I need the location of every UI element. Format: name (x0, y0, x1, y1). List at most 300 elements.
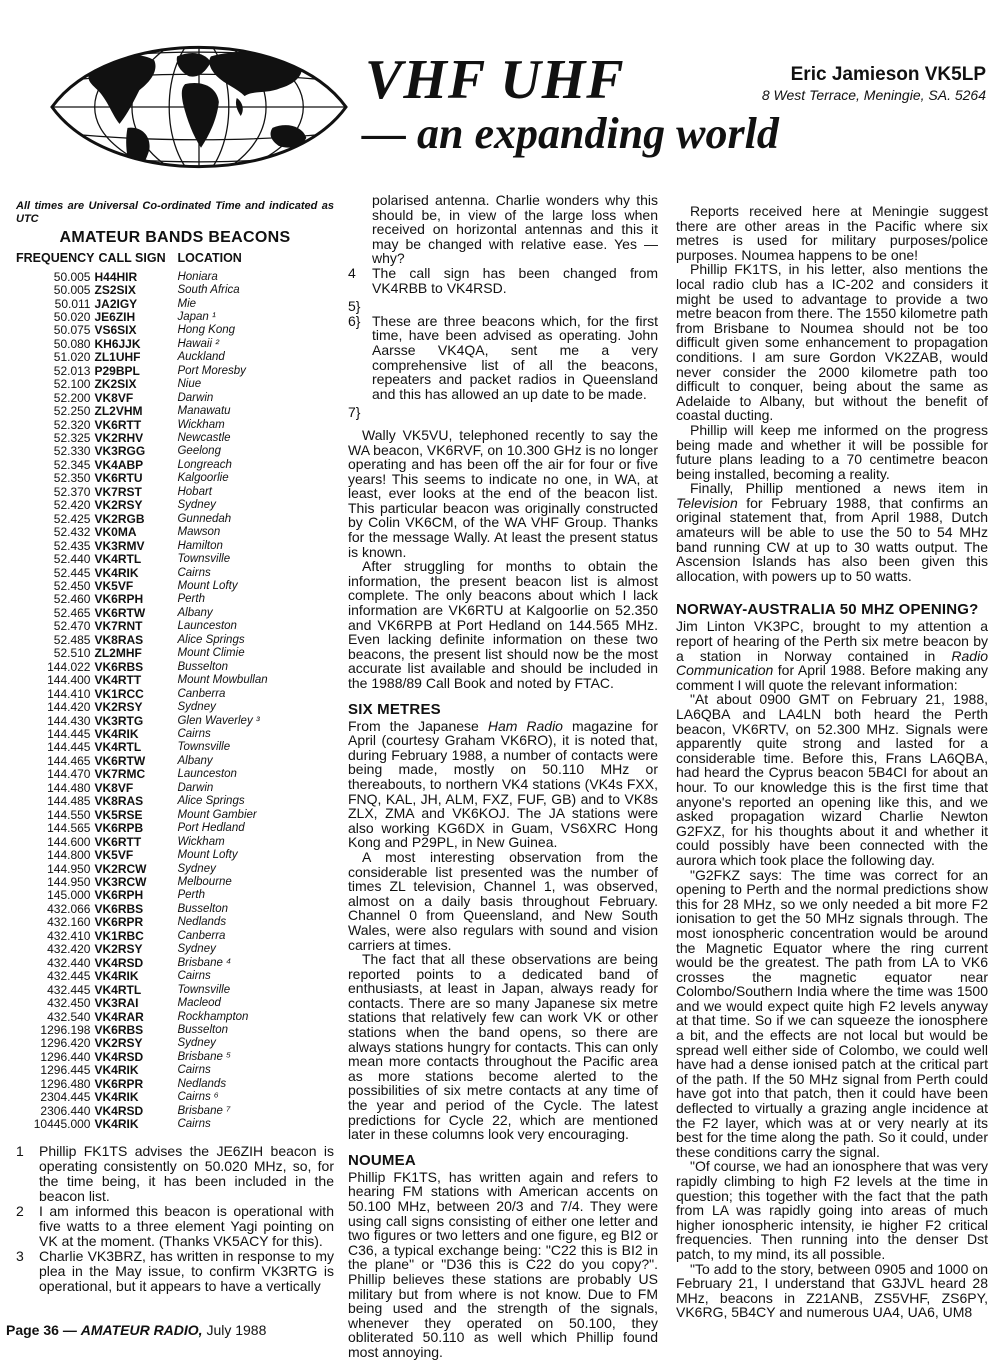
beacon-frequency: 52.200 (53, 390, 91, 405)
beacon-call-sign: VK4RTL (94, 982, 142, 997)
beacon-frequency: 52.370 (53, 484, 91, 499)
column-subtitle: — an expanding world (362, 109, 779, 158)
beacon-frequency: 52.325 (53, 431, 91, 446)
paragraph: "At about 0900 GMT on February 21, 1988, LA6QBA and LA4LN both heard the Perth beacon, VK6RTV, on 52.300 MHz. Signals were apparently quite strong and lasted for a considerable time. Before this, Frans LA6QBA, had heard the Cyprus beacon 5B4CI for about an hour. To our knowledge this is the first time that anyone's reported an opening like this, and we asked propagation wizard Charlie Newton G2FXZ, for his thoughts about it and whether it could possibly have been connected with the aurora which took place the following day. (676, 691, 988, 868)
beacon-call-sign: VK4RTL (94, 740, 142, 755)
beacon-call-sign: VK4RIK (94, 1090, 139, 1105)
beacon-row (16, 889, 268, 902)
beacon-frequency: 52.445 (53, 565, 91, 580)
beacon-location: Alice Springs (177, 795, 245, 808)
beacon-call-sign: VK3RMV (94, 538, 145, 553)
beacon-row (16, 634, 268, 647)
footnote-text: Charlie VK3BRZ, has written in response to my plea in the May issue, to confirm VK3RTG is operational, but it appears to have a vertically (39, 1247, 334, 1294)
beacon-call-sign: KH6JJK (94, 336, 141, 351)
beacon-location: Newcastle (177, 432, 231, 445)
beacon-frequency: 52.250 (53, 404, 91, 419)
magazine-title: Television (676, 494, 738, 511)
beacon-row (16, 903, 268, 916)
beacon-frequency: 52.013 (53, 363, 91, 378)
beacon-location: Kalgoorlie (177, 472, 229, 485)
paragraph: "To add to the story, between 0905 and 1000 on February 21, I understand that G3JVL heard 28 MHz, beacons in Z21ANB, ZS5VHF, ZS6PY, VK6RG, 5B4CY and numerous UA4, UA6, UM8 (676, 1260, 988, 1321)
beacon-frequency: 50.080 (53, 336, 91, 351)
beacon-row (16, 607, 268, 620)
beacon-frequency: 144.400 (47, 673, 91, 688)
beacon-frequency: 52.425 (53, 511, 91, 526)
beacon-location: Darwin (177, 781, 214, 794)
column-title: VHF UHF (365, 49, 625, 111)
footnote-text: Phillip FK1TS advises the JE6ZIH beacon is operating consistently on 50.020 MHz, so, for the time being, it has been included in the beacon list. (39, 1142, 334, 1204)
beacons-title: AMATEUR BANDS BEACONS (59, 229, 291, 246)
beacon-call-sign: ZL2MHF (94, 646, 142, 661)
beacon-call-sign: VK2RHV (94, 431, 144, 446)
beacon-frequency: 52.100 (53, 377, 91, 392)
beacon-frequency: 50.020 (53, 309, 91, 324)
beacon-location: Busselton (177, 1023, 228, 1036)
beacon-frequency: 50.011 (54, 296, 91, 311)
beacon-location: Busselton (177, 902, 228, 915)
footnote-text (372, 299, 658, 314)
beacon-call-sign: VK4RIK (94, 1063, 139, 1078)
beacon-location: Rockhampton (177, 1010, 249, 1023)
beacon-row (16, 661, 268, 674)
column-2 (348, 193, 658, 1360)
beacon-call-sign: VS6SIX (94, 323, 137, 338)
paragraph: Phillip FK1TS, in his letter, also mentions the local radio club has a IC-202 and considers it might be used to advantage to provide a two metre beacon from there. The 1550 kilometre path from Brisbane to Noumea should not be too difficult given some enhancement to propagation conditions. I am sure Gordon VK2ZAB, would never consider the 2000 kilometre path too difficult to conquer, being about the same as Adelaide to Albany, but without the benefit of coastal ducting. (676, 261, 988, 424)
beacon-call-sign: VK3RAI (94, 996, 139, 1011)
beacon-location: Perth (177, 593, 205, 606)
beacon-call-sign: H44HIR (94, 269, 138, 284)
beacon-frequency: 144.465 (47, 753, 91, 768)
paragraph: Reports received here at Meningie suggest there are other areas in the Pacific where six metres is used for military purposes/police purposes. Noumea happens to be one! (676, 203, 988, 263)
beacon-call-sign: VK6RBS (94, 1022, 144, 1037)
beacon-location: Hong Kong (177, 324, 236, 337)
beacon-row (16, 809, 268, 822)
header-call-sign: CALL SIGN (98, 250, 166, 265)
beacon-location: Cairns (177, 1118, 211, 1131)
beacon-call-sign: VK2RSY (94, 498, 143, 513)
beacon-location: Nedlands (177, 916, 227, 929)
beacon-frequency: 144.022 (47, 659, 91, 674)
beacon-row (16, 863, 268, 876)
beacon-row (16, 271, 268, 284)
beacon-frequency: 51.020 (53, 350, 91, 365)
beacons-table (16, 252, 268, 1132)
beacon-call-sign: VK2RGB (94, 511, 145, 526)
utc-note: All times are Universal Co-ordinated Time and indicated as UTC (16, 200, 334, 225)
beacon-location: Glen Waverley ³ (177, 714, 260, 727)
beacon-call-sign: VK6RTT (94, 834, 142, 849)
beacon-call-sign: VK3RTG (94, 713, 144, 728)
beacon-call-sign: VK5RSE (94, 807, 143, 822)
footnote-text: The call sign has been changed from VK4RBB to VK4RSD. (372, 264, 658, 296)
paragraph: Finally, Phillip mentioned a news item in Television for February 1988, that confirms an original statement that, from April 1988, Dutch amateurs will be able to use the 50 to 54 MHz band running CW at up to 30 watts output. The Ascension Islands has also been given this allocation, with powers up to 50 watts. (676, 480, 988, 584)
beacon-frequency: 52.350 (53, 471, 91, 486)
paragraph: Phillip FK1TS, has written again and refers to hearing FM stations with American accents on 50.100 MHz, between 20/3 and 7/4. They were using call signs consisting of either one letter and two figures or two letters and one figure, eg BI2 or C36, a typical exchange being: "C22 this is BI2 in the plane" or "D36 this is C22 do you copy?". Phillip believes these stations are probably US military but from where is not know. Due to FM being used and the strength of the signals, whenever they operated on 50.100, they obliterated 50.110 as well which Phillip found most annoying. (348, 1168, 658, 1360)
footnote-number: 6} (348, 312, 361, 329)
beacon-call-sign: VK8VF (94, 780, 134, 795)
beacon-frequency: 52.450 (53, 579, 91, 594)
paragraph: A most interesting observation from the considerable list presented was the number of times ZL television, Channel 1, was observed, almost on a daily basis throughout February. Channel 0 from Queensland, and New South Wales, were also regulars with sound and vision carriers at times. (348, 848, 658, 953)
footnote-number: 7} (348, 404, 361, 421)
beacon-call-sign: ZL2VHM (94, 404, 143, 419)
beacon-row (16, 311, 268, 324)
beacon-row (16, 1037, 268, 1050)
author-name: Eric Jamieson VK5LP (790, 64, 986, 85)
beacon-location: Mount Lofty (177, 580, 238, 593)
beacon-call-sign: VK0MA (94, 525, 137, 540)
beacons-header-row (16, 252, 268, 271)
beacon-row (16, 298, 268, 311)
beacon-frequency: 52.432 (53, 525, 91, 540)
beacon-location: Brisbane ⁵ (177, 1050, 231, 1063)
footnote-number: 2 (16, 1202, 24, 1219)
beacon-frequency: 52.345 (53, 457, 91, 472)
section-heading-noumea: NOUMEA (348, 1151, 416, 1169)
beacon-location: Honiara (177, 270, 218, 283)
beacon-location: Sydney (177, 499, 216, 512)
header-location: LOCATION (177, 250, 242, 265)
beacon-row (16, 755, 268, 768)
beacon-row (16, 701, 268, 714)
beacon-row (16, 405, 268, 418)
footnote (348, 299, 658, 314)
footnote-text: I am informed this beacon is operational with five watts to a three element Yagi pointing on VK at the moment. (Thanks VK5ACY for this). (39, 1202, 334, 1249)
beacon-frequency: 144.950 (47, 861, 91, 876)
footnote-number: 5} (348, 298, 361, 315)
beacon-location: Melbourne (177, 875, 232, 888)
beacon-location: Macleod (177, 997, 221, 1010)
beacon-call-sign: VK1RBC (94, 928, 144, 943)
beacon-row (16, 1024, 268, 1037)
beacon-location: Cairns (177, 970, 211, 983)
beacon-frequency: 145.000 (47, 888, 91, 903)
beacon-location: Mount Lofty (177, 849, 238, 862)
section-heading-norway: NORWAY-AUSTRALIA 50 MHZ OPENING? (676, 601, 979, 619)
beacon-location: Manawatu (177, 405, 231, 418)
beacon-frequency: 1296.420 (40, 1036, 91, 1051)
beacon-location: Sydney (177, 862, 216, 875)
beacon-location: Auckland (177, 351, 225, 364)
beacon-frequency: 1296.198 (40, 1022, 91, 1037)
beacon-row (16, 338, 268, 351)
beacon-location: Mount Gambier (177, 808, 257, 821)
beacon-frequency: 52.510 (53, 646, 91, 661)
beacon-frequency: 432.450 (47, 996, 91, 1011)
beacon-call-sign: VK2RSY (94, 700, 143, 715)
beacon-call-sign: VK8RAS (94, 632, 144, 647)
beacon-location: Sydney (177, 943, 216, 956)
magazine-title: Ham Radio (487, 717, 563, 734)
beacon-location: Mie (177, 297, 197, 310)
beacon-call-sign: VK6RTW (94, 753, 146, 768)
footnotes (16, 1144, 334, 1294)
beacon-row (16, 378, 268, 391)
beacon-call-sign: ZL1UHF (94, 350, 141, 365)
beacon-location: Cairns (177, 728, 211, 740)
beacon-row (16, 849, 268, 862)
beacon-call-sign: VK7RMC (94, 767, 146, 782)
beacon-location: Alice Springs (177, 633, 245, 646)
beacon-row (16, 836, 268, 849)
beacon-frequency: 144.430 (47, 713, 91, 728)
beacon-row (16, 567, 268, 580)
beacon-row (16, 1064, 268, 1077)
beacon-row (16, 392, 268, 405)
beacon-frequency: 50.005 (53, 283, 91, 298)
beacon-call-sign: JA2IGY (94, 296, 138, 311)
beacon-frequency: 2304.445 (40, 1090, 91, 1105)
beacon-call-sign: VK6RPR (94, 1076, 144, 1091)
paragraph: "Of course, we had an ionosphere that was very rapidly climbing to high F2 levels at the time in question; this together with the fact that the path from LA was rapidly going into areas of much higher ionospheric intensity, ie higher F2 critical frequencies. Then running into the denser Dst patch, to my mind, its all possible. (676, 1158, 988, 1262)
beacon-row (16, 1091, 268, 1104)
beacon-location: Cairns (177, 1064, 211, 1077)
footnote-number: 1 (16, 1142, 24, 1159)
beacon-frequency: 52.485 (53, 632, 91, 647)
beacon-location: Port Hedland (177, 822, 245, 835)
paragraph: "G2FKZ says: The time was correct for an opening to Perth and the normal predictions show this for 28 MHz, so we only needed a bit more F2 ionisation to get the 50 MHz signals through. The most ionospheric concentration would be around the Magnetic Equator where the ring current would be the greatest. The path from LA to VK6 crosses the magnetic equator near Colombo/Southern India where the time was 1500 and we would expect quite high F2 levels anyway at that time. So if we can squeeze the ionosphere a bit, and the effects are not local but would be spread well either side of Colombo, we could well have had a dense ionised patch at the critical part of the path. If the 50 MHz signal from Perth could have got into that patch, then it could have been deflected to virtually a grazing angle incidence at the F2 layer, which was at or very nearly at its best for the time along the path. So it could, under these conditions carry the signal. (676, 866, 988, 1160)
beacon-call-sign: VK2RSY (94, 942, 143, 957)
beacon-location: Japan ¹ (177, 310, 216, 323)
beacon-call-sign: VK6RPH (94, 592, 144, 607)
beacon-row (16, 620, 268, 633)
paragraph: From the Japanese Ham Radio magazine for April (courtesy Graham VK6RO), it is noted that, during February 1988, a number of contacts were being made, mostly on 50.110 MHz or thereabouts, to northern VK4 stations (VK4s FXX, FNQ, KAL, JH, ALM, FXZ, FUF, GB) and to VK8s ZLX, ZMA and VK6KOJ. The JA stations were also working KG6DX in Guam, VS6XRC Hong Kong and P29PL, in New Guinea. (348, 717, 658, 851)
beacon-frequency: 144.485 (47, 794, 91, 809)
beacon-row (16, 822, 268, 835)
footnote (348, 314, 658, 402)
beacon-row (16, 728, 268, 741)
beacon-row (16, 1051, 268, 1064)
beacon-frequency: 50.075 (53, 323, 91, 338)
beacon-frequency: 52.440 (53, 552, 91, 567)
beacon-location: Townsville (177, 983, 231, 996)
beacon-row (16, 876, 268, 889)
beacon-row (16, 553, 268, 566)
beacon-frequency: 432.445 (47, 982, 91, 997)
beacon-call-sign: VK7RNT (94, 619, 143, 634)
beacon-location: Perth (177, 889, 205, 902)
beacon-call-sign: VK4RIK (94, 1117, 139, 1132)
beacon-row (16, 674, 268, 687)
beacon-location: Mawson (177, 526, 221, 539)
beacons-body (16, 271, 268, 1132)
beacon-row (16, 997, 268, 1010)
beacon-location: South Africa (177, 284, 240, 297)
beacon-frequency: 144.420 (47, 700, 91, 715)
beacon-row (16, 472, 268, 485)
beacon-call-sign: VK4RTL (94, 552, 142, 567)
footnote (16, 1204, 334, 1249)
beacon-frequency: 1296.480 (40, 1076, 91, 1091)
beacon-location: Hamilton (177, 539, 223, 552)
beacon-frequency: 52.330 (53, 444, 91, 459)
beacon-frequency: 52.460 (53, 592, 91, 607)
beacon-row (16, 957, 268, 970)
beacon-row (16, 782, 268, 795)
beacon-location: Townsville (177, 741, 231, 754)
beacon-frequency: 52.420 (53, 498, 91, 513)
beacon-call-sign: VK4RSD (94, 955, 144, 970)
beacon-call-sign: VK7RST (94, 484, 142, 499)
paragraph: After struggling for months to obtain the information, the present beacon list is almost complete. The only beacons about which I lack information are VK6RTU at Kalgoorlie on 52.350 and VK6RPB at Port Hedland on 144.565 MHz. Even lacking definite information on these two beacons, the present list should now be the most accurate list available and should be included in the 1988/89 Call Book and noted by FTAC. (348, 558, 658, 691)
beacon-row (16, 647, 268, 660)
beacon-row (16, 1011, 268, 1024)
beacon-row (16, 1078, 268, 1091)
beacon-frequency: 432.445 (47, 969, 91, 984)
beacon-frequency: 1296.440 (40, 1049, 91, 1064)
footnote-text (372, 405, 658, 420)
beacon-location: Longreach (177, 458, 232, 471)
beacon-location: Darwin (177, 391, 214, 404)
beacon-frequency: 144.800 (47, 848, 91, 863)
beacon-location: Busselton (177, 660, 228, 673)
beacon-frequency: 52.435 (53, 538, 91, 553)
footnote-text: These are three beacons which, for the first time, have been advised as operating. John Aarsse VK4QA, sent me a very comprehensive list of all the beacons, repeaters and packet radios in Queensland and this has allowed an up date to be made. (372, 312, 658, 402)
issue-date: July 1988 (202, 1322, 267, 1338)
beacon-row (16, 715, 268, 728)
beacon-location: Brisbane ⁷ (177, 1104, 231, 1117)
beacon-call-sign: JE6ZIH (94, 309, 136, 324)
column-3 (676, 204, 988, 1320)
column-1 (16, 200, 334, 1294)
beacon-location: Gunnedah (177, 512, 232, 525)
footnote (348, 405, 658, 420)
beacon-frequency: 144.445 (47, 727, 91, 741)
page-footer: Page 36 — AMATEUR RADIO, July 1988 (6, 1322, 267, 1338)
beacon-frequency: 144.445 (47, 740, 91, 755)
beacon-call-sign: VK4RSD (94, 1049, 144, 1064)
beacon-call-sign: VK4RAR (94, 1009, 144, 1024)
beacon-location: Port Moresby (177, 364, 246, 377)
beacon-location: Launceston (177, 768, 237, 781)
beacon-row (16, 916, 268, 929)
beacon-row (16, 1118, 268, 1131)
beacon-call-sign: VK6RPB (94, 821, 144, 836)
beacon-call-sign: VK4RTT (94, 673, 142, 688)
beacon-frequency: 1296.445 (40, 1063, 91, 1078)
beacon-row (16, 365, 268, 378)
beacon-call-sign: VK4RIK (94, 565, 139, 580)
beacon-call-sign: VK6RTW (94, 605, 146, 620)
beacon-location: Cairns (177, 566, 211, 579)
beacon-frequency: 52.320 (53, 417, 91, 432)
beacon-frequency: 144.410 (47, 686, 91, 701)
beacon-frequency: 432.410 (47, 928, 91, 943)
beacon-call-sign: VK4ABP (94, 457, 144, 472)
beacon-frequency: 52.465 (53, 605, 91, 620)
beacon-call-sign: VK6RBS (94, 659, 144, 674)
beacon-row (16, 513, 268, 526)
beacon-row (16, 741, 268, 754)
footnote-number: 3 (16, 1247, 24, 1264)
beacon-call-sign: VK3RCW (94, 874, 147, 889)
beacon-frequency: 144.550 (47, 807, 91, 822)
beacon-row (16, 580, 268, 593)
beacon-frequency: 432.540 (47, 1009, 91, 1024)
beacon-call-sign: VK2RCW (94, 861, 147, 876)
beacon-call-sign: VK1RCC (94, 686, 144, 701)
beacon-frequency: 144.600 (47, 834, 91, 849)
beacon-location: Canberra (177, 929, 226, 942)
beacon-row (16, 768, 268, 781)
beacon-row (16, 593, 268, 606)
beacon-row (16, 351, 268, 364)
beacon-call-sign: ZK2SIX (94, 377, 137, 392)
beacon-row (16, 419, 268, 432)
beacon-location: Hobart (177, 485, 213, 498)
beacon-location: Wickham (177, 418, 225, 431)
beacon-location: Albany (177, 606, 213, 619)
beacon-frequency: 144.470 (47, 767, 91, 782)
beacon-frequency: 144.565 (47, 821, 91, 836)
beacon-location: Hawaii ² (177, 337, 220, 350)
beacon-frequency: 432.420 (47, 942, 91, 957)
beacon-frequency: 2306.440 (40, 1103, 91, 1118)
beacon-row (16, 970, 268, 983)
paragraph: polarised antenna. Charlie wonders why this should be, in view of the large loss when received on horizontal antennas and this it may be changed with relative ease. Yes — why? (372, 192, 658, 267)
beacon-call-sign: VK3RGG (94, 444, 146, 459)
beacon-row (16, 499, 268, 512)
beacon-row (16, 930, 268, 943)
beacon-row (16, 526, 268, 539)
beacon-row (16, 486, 268, 499)
page-number: Page 36 (6, 1322, 59, 1338)
beacon-frequency: 432.440 (47, 955, 91, 970)
beacon-call-sign: VK5VF (94, 848, 134, 863)
beacon-row (16, 540, 268, 553)
paragraph: Wally VK5VU, telephoned recently to say the WA beacon, VK6RVF, on 10.300 GHz is no longer operating and has been off the air for four or five years! This seems to indicate no one, in WA, at least, ever looks at the end of the beacon list. This particular beacon was originally constructed by Colin VK6CM, of the WA VHF Group. Thanks for the message Wally. At least the present status is known. (348, 426, 658, 560)
footnote (348, 266, 658, 295)
beacon-frequency: 10445.000 (33, 1117, 91, 1132)
beacon-frequency: 50.005 (53, 269, 91, 284)
beacon-call-sign: VK5VF (94, 579, 134, 594)
beacon-frequency: 144.950 (47, 874, 91, 889)
beacon-location: Sydney (177, 1037, 216, 1050)
beacon-location: Mount Climie (177, 647, 245, 660)
footnote (16, 1144, 334, 1204)
beacon-call-sign: VK6RTU (94, 471, 143, 486)
paragraph: The fact that all these observations are being reported points to a dedicated band of enthusiasts, at least in Japan, always ready for contacts. There are so many Japanese six metre stations that relatively few can work VK or other stations when the band opens, so there are always stations hungry for contacts. This can only mean more contacts throughout the Pacific area as more stations become alerted to the possibilities of six metre contacts at any time of the year and period of the Cycle. The latest predictions for Cycle 22, which are mentioned later in these columns look very encouraging. (348, 951, 658, 1143)
beacon-row (16, 984, 268, 997)
beacon-row (16, 459, 268, 472)
beacon-row (16, 795, 268, 808)
beacon-call-sign: VK4RIK (94, 969, 139, 984)
beacon-row (16, 1105, 268, 1118)
footnote (16, 1249, 334, 1294)
beacon-location: Wickham (177, 835, 225, 848)
beacon-row (16, 432, 268, 445)
beacon-call-sign: VK6RBS (94, 901, 144, 916)
beacon-call-sign: VK6RPH (94, 888, 144, 903)
beacon-location: Townsville (177, 553, 231, 566)
beacon-row (16, 688, 268, 701)
section-heading-six-metres: SIX METRES (348, 700, 441, 718)
beacon-location: Nedlands (177, 1077, 227, 1090)
beacon-location: Mount Mowbullan (177, 674, 268, 687)
beacon-row (16, 445, 268, 458)
beacon-call-sign: ZS2SIX (94, 283, 136, 298)
beacon-call-sign: VK4RSD (94, 1103, 144, 1118)
author-address: 8 West Terrace, Meningie, SA. 5264 (761, 87, 986, 103)
paragraph: Jim Linton VK3PC, brought to my attention a report of hearing of the Perth six metre beacon by a station in Norway contained in Radio Communication for April 1988. Before making any comment I will quote the relevant information: (676, 618, 988, 693)
beacon-frequency: 432.160 (47, 915, 91, 930)
beacon-location: Cairns ⁶ (177, 1091, 219, 1104)
beacon-call-sign: VK8RAS (94, 794, 144, 809)
header-frequency: FREQUENCY (16, 250, 95, 265)
footnote-number: 4 (348, 264, 356, 281)
beacon-call-sign: VK8VF (94, 390, 134, 405)
beacon-frequency: 52.470 (53, 619, 91, 634)
beacon-frequency: 432.066 (47, 901, 91, 916)
